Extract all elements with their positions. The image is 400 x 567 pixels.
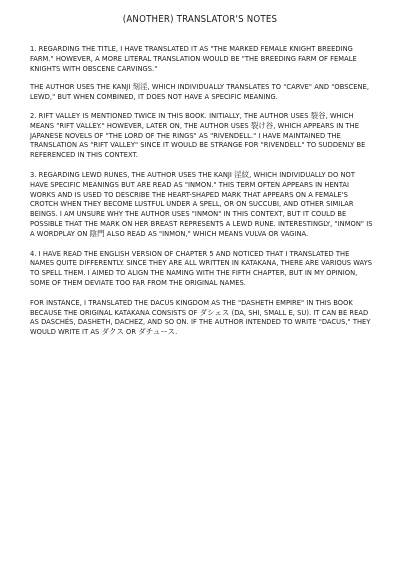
page-title: (ANOTHER) TRANSLATOR'S NOTES — [122, 14, 278, 25]
notes-body — [30, 44, 375, 346]
note-paragraph-title: 1. REGARDING THE TITLE, I HAVE TRANSLATED IT AS "THE MARKED FEMALE KNIGHT BREEDING FARM." HOWEVER, A MORE LITERAL TRANSLATION WOULD BE "THE BREEDING FARM OF FEMALE KNIGHTS WITH OBSCENE CARVINGS." — [30, 44, 357, 73]
note-paragraph-names: 4. I HAVE READ THE ENGLISH VERSION OF CHAPTER 5 AND NOTICED THAT I TRANSLATED THE NAMES QUITE DIFFERENTLY. SINCE THEY ARE ALL WRITTEN IN KATAKANA, THERE ARE VARIOUS WAYS TO SPELL THEM. I AIMED TO ALIGN THE NAMING WITH THE FIFTH CHAPTER, BUT IN MY OPINION, SOME OF THEM DEVIATE TOO FAR FROM THE ORIGINAL NAMES. — [30, 248, 373, 287]
note-paragraph-dacus: FOR INSTANCE, I TRANSLATED THE DACUS KINGDOM AS THE "DASHETH EMPIRE" IN THIS BOOK BECAUSE THE ORIGINAL KATAKANA CONSISTS OF ダシェス (DA, SHI, SMALL E, SU). IT CAN BE READ AS DASCHÉS, DASHETH, DACHEZ, AND SO ON. IF THE AUTHOR INTENDED TO WRITE "DACUS," THEY WOULD WRITE IT AS ダクス OR ダチュース. — [30, 297, 371, 337]
note-paragraph-lewd-runes: 3. REGARDING LEWD RUNES, THE AUTHOR USES THE KANJI 淫紋, WHICH INDIVIDUALLY DO NOT HAVE SPECIFIC MEANINGS BUT ARE READ AS "INMON." THIS TERM OFTEN APPEARS IN HENTAI WORKS AND IS USED TO DESCRIBE THE HEART-SHAPED MARK THAT APPEARS ON A FEMALE'S CROTCH WHEN THEY BECOME LUSTFUL UNDER A SPELL, OR ON SUCCUBI, AND OTHER SIMILAR BEINGS. I AM UNSURE WHY THE AUTHOR USES "INMON" IN THIS CONTEXT, BUT IT COULD BE POSSIBLE THAT THE MARK ON HER BREAST REPRESENTS A LEWD RUNE. INTERESTINGLY, "INMON" IS A WORDPLAY ON 陰門 ALSO READ AS "INMON," WHICH MEANS VULVA OR VAGINA. — [30, 169, 373, 238]
note-paragraph-kanji-title: THE AUTHOR USES THE KANJI 刻淫, WHICH INDIVIDUALLY TRANSLATES TO "CARVE" AND "OBSCENE, LEWD," BUT WHEN COMBINED, IT DOES NOT HAVE A SPECIFIC MEANING. — [30, 82, 370, 102]
note-paragraph-rift-valley: 2. RIFT VALLEY IS MENTIONED TWICE IN THIS BOOK. INITIALLY, THE AUTHOR USES 裂谷, WHICH MEANS "RIFT VALLEY." HOWEVER, LATER ON, THE AUTHOR USES 裂け谷, WHICH APPEARS IN THE JAPANESE NOVELS OF "THE LORD OF THE RINGS" AS "RIVENDELL." I HAVE MAINTAINED THE TRANSLATION AS "RIFT VALLEY" SINCE IT WOULD BE STRANGE FOR "RIVENDELL" TO SUDDENLY BE REFERENCED IN THIS CONTEXT. — [30, 110, 366, 160]
